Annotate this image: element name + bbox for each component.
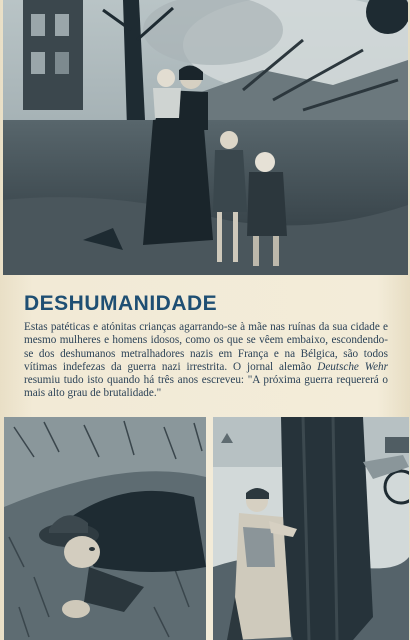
article-headline: DESHUMANIDADE bbox=[24, 292, 218, 315]
article-body-part1: Estas patéticas e atónitas crianças agarrando-se à mãe nas ruínas da sua cidade e mesmo mulheres e homens idosos, como os que se vêem embaixo, escondendo-se dos deshumanos metralhadores nazis em França e na Bélgica, são todos vítimas indefezas da guerra nazi irrestrita. O jornal alemão bbox=[24, 321, 388, 373]
photo-bottom-left-illustration bbox=[4, 417, 206, 640]
photo-man-hiding-grass bbox=[4, 417, 206, 640]
photo-bottom-right-illustration bbox=[213, 417, 409, 640]
article-body bbox=[24, 321, 388, 401]
article-body-part2: resumiu tudo isto quando há três anos escreveu: "A próxima guerra requererá o mais alto grau de brutalidade." bbox=[24, 374, 388, 400]
photo-top-illustration bbox=[3, 0, 408, 275]
photo-mother-children-ruins bbox=[3, 0, 408, 275]
photo-old-woman-tree bbox=[213, 417, 409, 640]
newspaper-name: Deutsche Wehr bbox=[317, 360, 388, 373]
